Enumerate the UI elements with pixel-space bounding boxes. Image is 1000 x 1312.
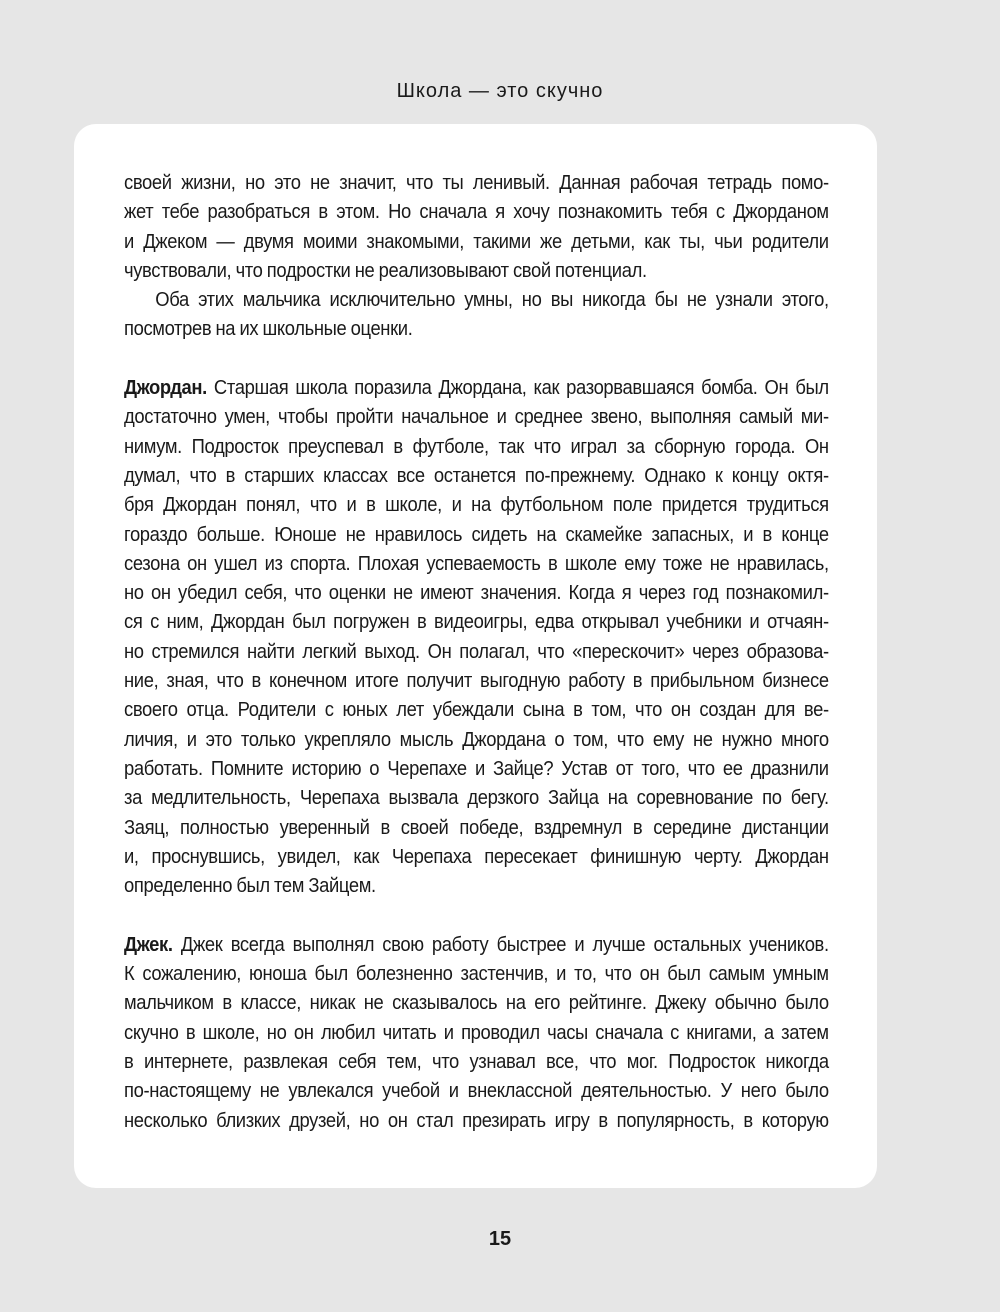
text-line: скучно в школе, но он любил читать и проводил часы сначала с книгами, а затем xyxy=(124,1021,829,1044)
jordan-first-line: Старшая школа поразила Джордана, как разорвавшаяся бомба. Он был xyxy=(206,377,829,400)
text-line: личия, и это только укрепляло мысль Джордана о том, что ему не нужно много xyxy=(124,728,829,751)
text-line: за медлительность, Черепаха вызвала дерзкого Зайца на соревнование по бегу. xyxy=(124,787,829,810)
text-line: но он убедил себя, что оценки не имеют значения. Когда я через год познакомил- xyxy=(124,582,829,605)
text-line: несколько близких друзей, но он стал презирать игру в популярность, в которую xyxy=(124,1109,829,1132)
text-line: чувствовали, что подростки не реализовывают свой потенциал. xyxy=(124,259,647,282)
paragraph-jordan xyxy=(124,374,827,901)
text-line: жет тебе разобраться в этом. Но сначала я хочу познакомить тебя с Джорданом xyxy=(124,201,829,224)
jack-lead: Джек. xyxy=(124,933,173,956)
paragraph-both-boys xyxy=(124,286,827,345)
jack-first-line: Джек всегда выполнял свою работу быстрее и лучше остальных учеников. xyxy=(172,933,829,956)
text-panel xyxy=(74,124,877,1188)
text-line: работать. Помните историю о Черепахе и Зайце? Устав от того, что ее дразнили xyxy=(124,757,829,780)
running-title: Школа — это скучно xyxy=(396,80,604,102)
text-line: Оба этих мальчика исключительно умны, но вы никогда бы не узнали этого, xyxy=(155,289,829,312)
page-number: 15 xyxy=(488,1228,512,1250)
paragraph-gap xyxy=(124,901,827,930)
text-line: бря Джордан понял, что и в школе, и на футбольном поле придется трудиться xyxy=(124,494,829,517)
text-line: и Джеком — двумя моими знакомыми, такими же детьми, как ты, чьи родители xyxy=(124,230,829,253)
text-line: по-настоящему не увлекался учебой и внеклассной деятельностью. У него было xyxy=(124,1080,829,1103)
paragraph-intro xyxy=(124,169,827,286)
text-line: в интернете, развлекая себя тем, что узнавал все, что мог. Подросток никогда xyxy=(124,1050,829,1073)
text-line: К сожалению, юноша был болезненно застенчив, и то, что он был самым умным xyxy=(124,963,829,986)
text-line: гораздо больше. Юноше не нравилось сидеть на скамейке запасных, и в конце xyxy=(124,523,829,546)
text-line: ние, зная, что в конечном итоге получит выгодную работу в прибыльном бизнесе xyxy=(124,670,829,693)
jordan-lead: Джордан. xyxy=(124,377,207,400)
text-line: и, проснувшись, увидел, как Черепаха пересекает финишную черту. Джордан xyxy=(124,845,829,868)
paragraph-jack xyxy=(124,931,827,1136)
paragraph-gap xyxy=(124,345,827,374)
text-line: определенно был тем Зайцем. xyxy=(124,875,376,898)
text-line: своей жизни, но это не значит, что ты ленивый. Данная рабочая тетрадь помо- xyxy=(124,172,829,194)
text-line: своего отца. Родители с юных лет убеждали сына в том, что он создан для ве- xyxy=(124,699,829,722)
text-line xyxy=(124,374,829,403)
text-line: но стремился найти легкий выход. Он полагал, что «перескочит» через образова- xyxy=(124,640,829,663)
text-line: посмотрев на их школьные оценки. xyxy=(124,318,413,341)
text-line: достаточно умен, чтобы пройти начальное и среднее звено, выполняя самый ми- xyxy=(124,406,829,429)
text-line: нимум. Подросток преуспевал в футболе, так что играл за сборную города. Он xyxy=(124,435,829,458)
text-line: мальчиком в классе, никак не сказывалось на его рейтинге. Джеку обычно было xyxy=(124,992,829,1015)
text-line: Заяц, полностью уверенный в своей победе, вздремнул в середине дистанции xyxy=(124,816,829,839)
text-line: думал, что в старших классах все останется по-прежнему. Однако к концу октя- xyxy=(124,464,829,487)
text-line: ся с ним, Джордан был погружен в видеоигры, едва открывал учебники и отчаян- xyxy=(124,611,829,634)
text-line: сезона он ушел из спорта. Плохая успеваемость в школе ему тоже не нравилась, xyxy=(124,552,829,575)
text-line xyxy=(124,931,829,960)
